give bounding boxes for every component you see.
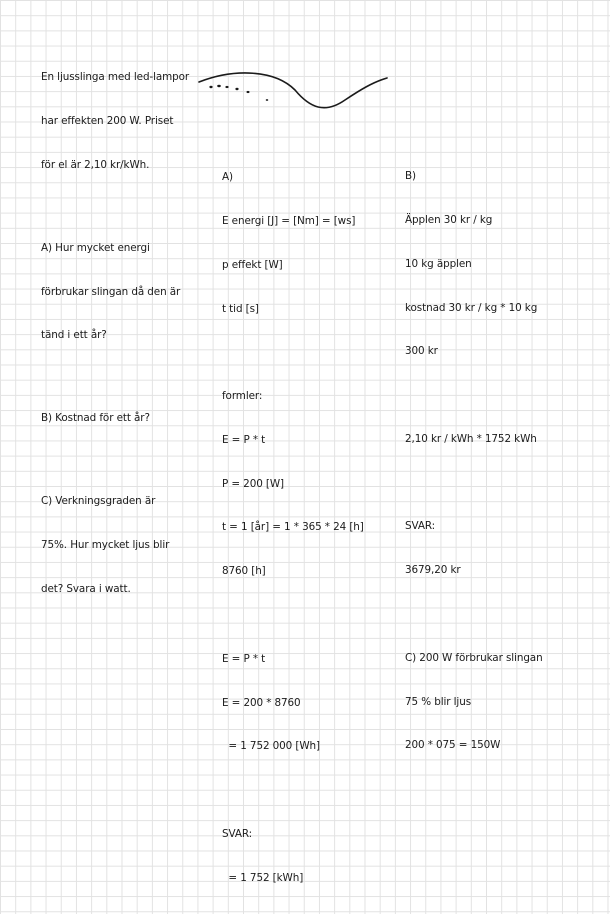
sine-wave-sketch-icon (195, 70, 395, 120)
calculation-line-3: = 1 752 000 [Wh] (222, 740, 320, 753)
question-c-line-2: 75%. Hur mycket ljus blir (41, 539, 170, 551)
solution-a (222, 141, 364, 914)
apple-line-1: Äpplen 30 kr / kg (405, 213, 493, 226)
part-c-line-2: 75 % blir ljus (405, 695, 472, 708)
question-b-line-1: B) Kostnad för ett år? (41, 412, 150, 425)
task-intro-line-3: för el är 2,10 kr/kWh. (41, 158, 150, 171)
apple-line-2: 10 kg äpplen (405, 257, 472, 270)
task-intro-line-2: har effekten 200 W. Priset (41, 114, 174, 127)
task-description (41, 41, 189, 626)
task-intro-line-1: En ljusslinga med led-lampor (41, 71, 190, 84)
question-a-line-3: tänd i ett år? (41, 329, 107, 342)
question-c-line-3: det? Svara i watt. (41, 582, 131, 595)
answer-b-value: 3679,20 kr (405, 564, 461, 577)
cost-calculation: 2,10 kr / kWh * 1752 kWh (405, 432, 537, 445)
calculation-line-1: E = P * t (222, 652, 266, 665)
calculation-line-2: E = 200 * 8760 (222, 696, 301, 709)
solution-b-heading: B) (405, 170, 416, 183)
apple-line-4: 300 kr (405, 345, 438, 358)
definition-time: t tid [s] (222, 302, 259, 315)
question-c-line-1: C) Verkningsgraden är (41, 495, 156, 508)
question-a-line-1: A) Hur mycket energi (41, 241, 150, 254)
answer-b-heading: SVAR: (405, 520, 436, 533)
definition-energy: E energi [J] = [Nm] = [ws] (222, 214, 356, 227)
solution-a-heading: A) (222, 171, 233, 184)
definition-power: p effekt [W] (222, 258, 283, 271)
formula-line-2: P = 200 [W] (222, 477, 284, 490)
formula-line-4: 8760 [h] (222, 565, 266, 578)
solution-b-c (405, 140, 543, 782)
formula-line-1: E = P * t (222, 433, 266, 446)
answer-a-heading: SVAR: (222, 827, 253, 840)
answer-a-value: = 1 752 [kWh] (222, 871, 304, 884)
part-c-line-3: 200 * 075 = 150W (405, 739, 501, 752)
formula-line-3: t = 1 [år] = 1 * 365 * 24 [h] (222, 521, 364, 534)
apple-line-3: kostnad 30 kr / kg * 10 kg (405, 301, 538, 314)
formulas-heading: formler: (222, 390, 263, 403)
question-a-line-2: förbrukar slingan då den är (41, 285, 181, 298)
part-c-line-1: C) 200 W förbrukar slingan (405, 651, 543, 664)
